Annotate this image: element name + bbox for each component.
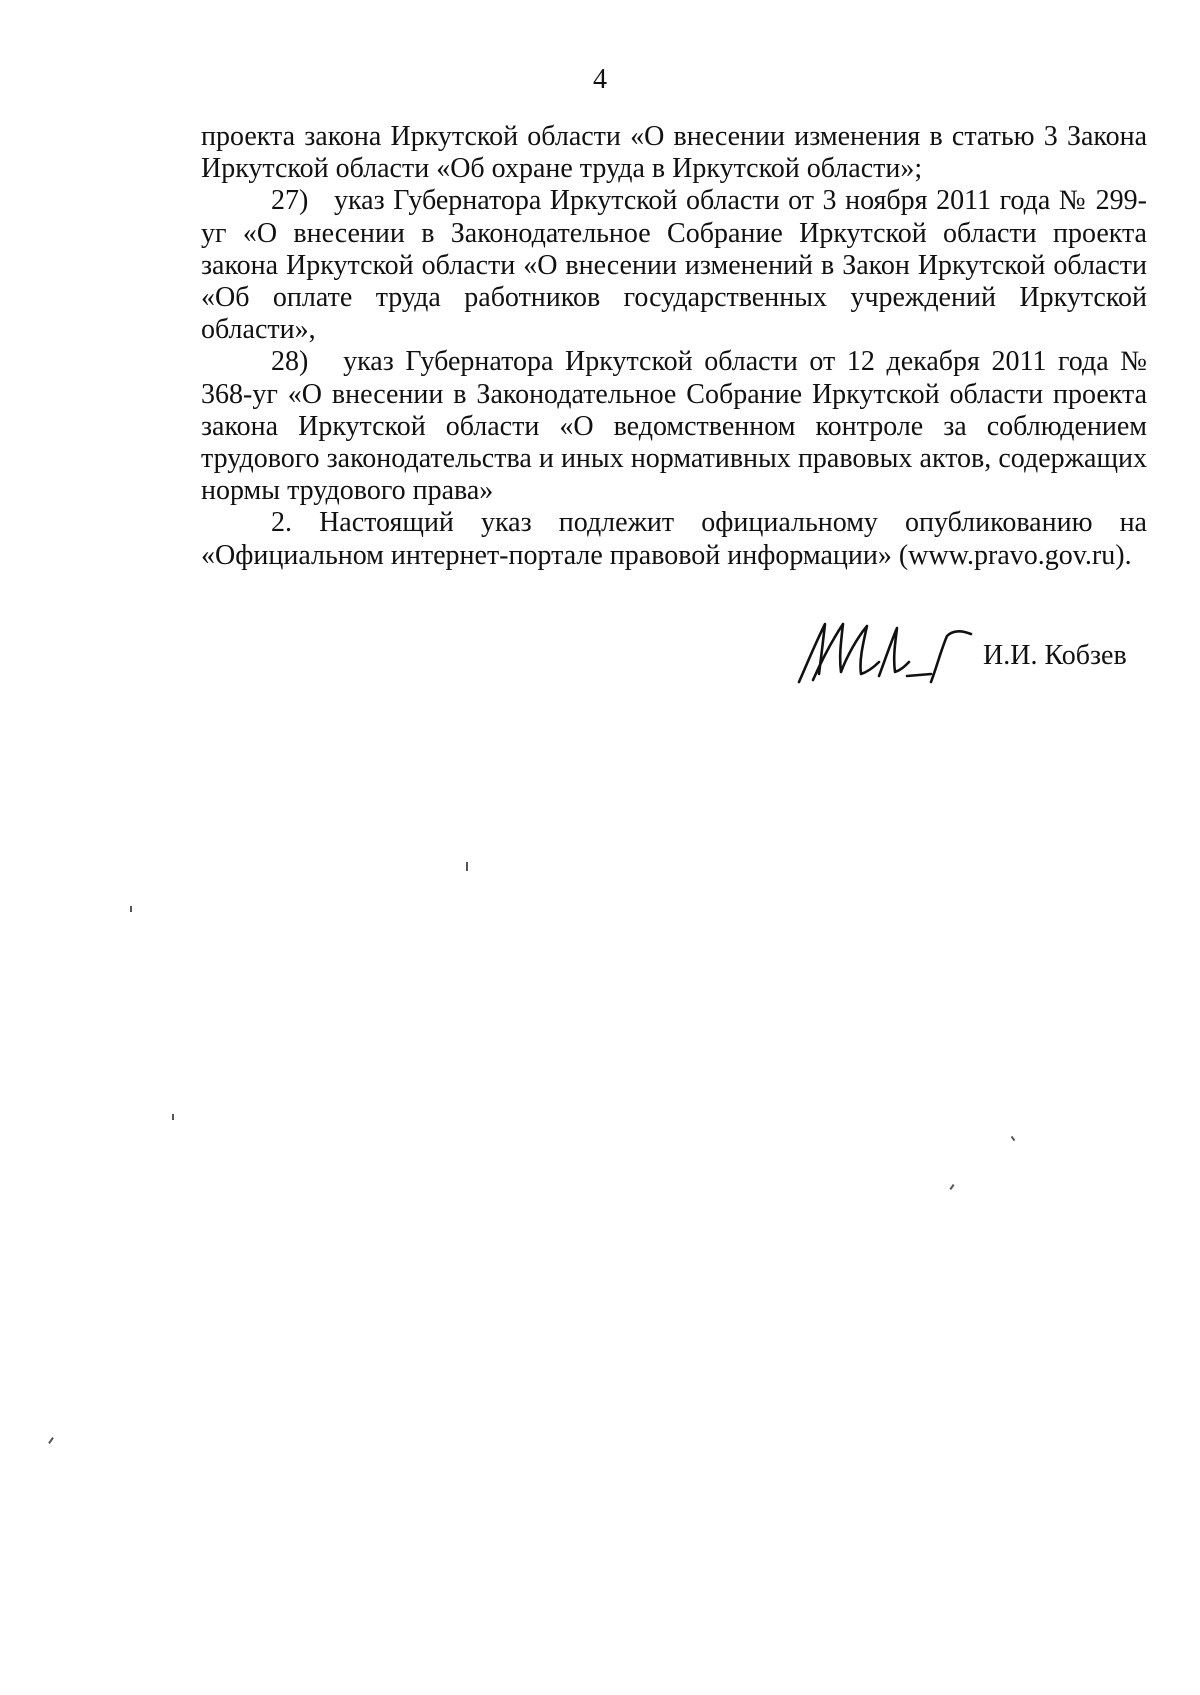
paragraph-continuation: проекта закона Иркутской области «О внесении изменения в статью 3 Закона Иркутской области «Об охране труда в Иркутской области»;	[201, 121, 1147, 185]
paragraph-item-27: 27) указ Губернатора Иркутской области от 3 ноября 2011 года № 299-уг «О внесении в Законодательное Собрание Иркутской области проекта закона Иркутской области «О внесении изменений в Закон Иркутской области «Об оплате труда работников государственных учреждений Иркутской области»,	[201, 185, 1147, 346]
document-body	[201, 121, 1147, 572]
scan-speck	[48, 1437, 54, 1444]
handwritten-signature-icon	[795, 616, 975, 686]
signature-block	[795, 616, 1155, 686]
scan-speck	[1011, 1136, 1016, 1141]
scan-speck	[172, 1114, 174, 1120]
signer-name: И.И. Кобзев	[983, 640, 1127, 671]
paragraph-publication: 2. Настоящий указ подлежит официальному опубликованию на «Официальном интернет-портале правовой информации» (www.pravo.gov.ru).	[201, 507, 1147, 571]
scan-speck	[130, 906, 132, 912]
page-number: 4	[593, 64, 607, 95]
paragraph-item-28: 28) указ Губернатора Иркутской области от 12 декабря 2011 года № 368-уг «О внесении в Законодательное Собрание Иркутской области проекта закона Иркутской области «О ведомственном контроле за соблюдением трудового законодательства и иных нормативных правовых актов, содержащих нормы трудового права»	[201, 346, 1147, 507]
scan-speck	[466, 862, 468, 871]
scan-speck	[949, 1184, 954, 1190]
